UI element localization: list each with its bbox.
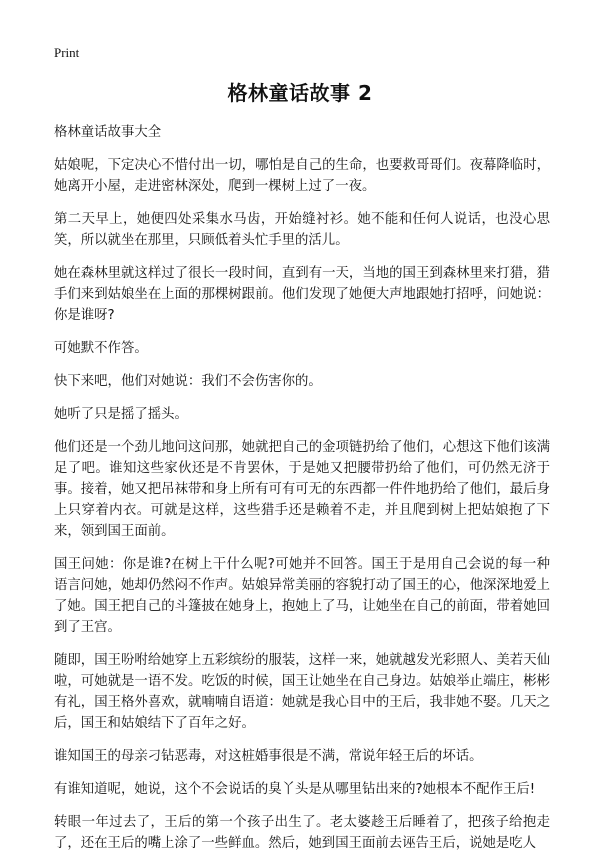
paragraph: 姑娘呢，下定决心不惜付出一切，哪怕是自己的生命，也要救哥哥们。夜幕降临时，她离开小屋，走进密林深处，爬到一棵树上过了一夜。	[54, 158, 550, 194]
paragraph: 他们还是一个劲儿地问这问那，她就把自己的金项链扔给了他们，心想这下他们该满足了吧。谁知这些家伙还是不肯罢休，于是她又把腰带扔给了他们，可仍然无济于事。接着，她又把吊袜带和身上所有可有可无的东西都一件件地扔给了他们，最后身上只穿着内衣。可就是这样，这些猎手还是赖着不走，并且爬到树上把姑娘抱了下来，领到国王面前。	[54, 440, 550, 539]
paragraph: 随即，国王吩咐给她穿上五彩缤纷的服装，这样一来，她就越发光彩照人、美若天仙啦，可她就是一语不发。吃饭的时候，国王让她坐在自己身边。姑娘举止端庄，彬彬有礼，国王格外喜欢，就喃喃自语道：她就是我心目中的王后，我非她不娶。几天之后，国王和姑娘结下了百年之好。	[54, 653, 550, 731]
page-title: 格林童话故事 2	[227, 81, 373, 105]
print-link[interactable]: Print	[54, 45, 80, 60]
paragraph: 有谁知道呢，她说，这个不会说话的臭丫头是从哪里钻出来的?她根本不配作王后!	[54, 782, 536, 797]
paragraph: 谁知国王的母亲刁钻恶毒，对这桩婚事很是不满，常说年轻王后的坏话。	[54, 749, 483, 764]
paragraph: 国王问她：你是谁?在树上干什么呢?可她并不回答。国王于是用自己会说的每一种语言问她，她却仍然闷不作声。姑娘异常美丽的容貌打动了国王的心，他深深地爱上了她。国王把自己的斗篷披在她身上，抱她上了马，让她坐在自己的前面，带着她回到了王宫。	[54, 557, 550, 635]
article-subtitle: 格林童话故事大全	[54, 125, 162, 140]
article-body	[54, 122, 550, 866]
paragraph: 她听了只是摇了摇头。	[54, 407, 188, 422]
paragraph: 转眼一年过去了，王后的第一个孩子出生了。老太婆趁王后睡着了，把孩子给抱走了，还在王后的嘴上涂了一些鲜血。然后，她到国王面前去诬告王后，说她是吃人	[54, 815, 550, 851]
paragraph: 快下来吧，他们对她说：我们不会伤害你的。	[54, 374, 322, 389]
paragraph: 她在森林里就这样过了很长一段时间，直到有一天，当地的国王到森林里来打猎，猎手们来到姑娘坐在上面的那棵树跟前。他们发现了她便大声地跟她打招呼，问她说：你是谁呀?	[54, 266, 550, 323]
paragraph: 第二天早上，她便四处采集水马齿，开始缝衬衫。她不能和任何人说话，也没心思笑，所以就坐在那里，只顾低着头忙手里的活儿。	[54, 212, 550, 248]
paragraph: 可她默不作答。	[54, 341, 148, 356]
